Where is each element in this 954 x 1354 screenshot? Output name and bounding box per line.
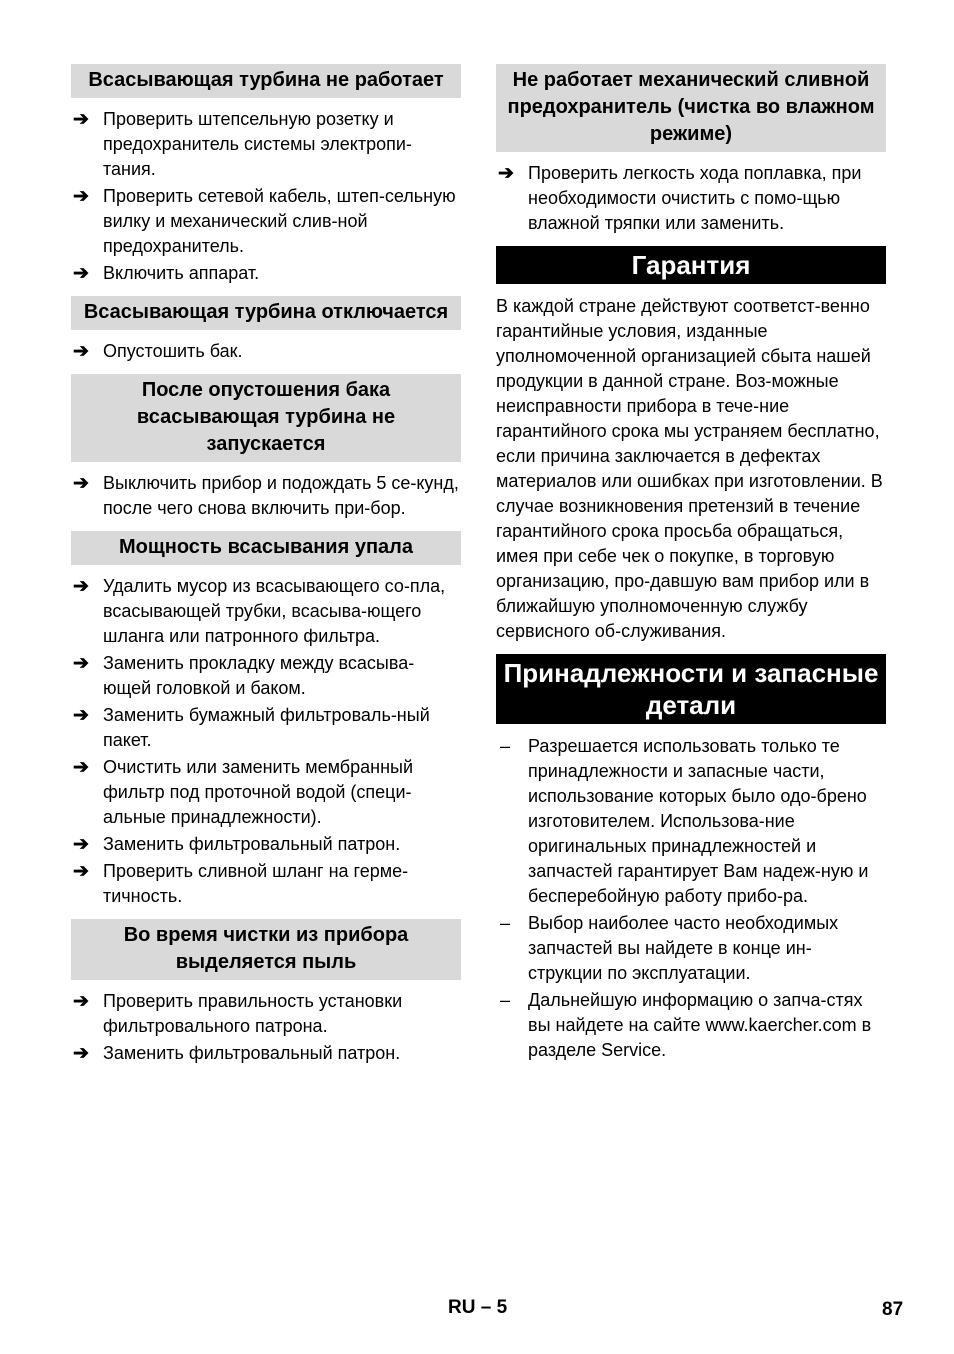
list-item: ➔ Удалить мусор из всасывающего со-пла, всасывающей трубки, всасыва-ющего шланга или патронного фильтра. <box>73 576 446 646</box>
instruction-list <box>71 471 461 521</box>
instruction-list <box>71 989 461 1066</box>
warranty-heading: Гарантия <box>496 246 886 284</box>
arrow-right-icon: ➔ <box>73 109 89 130</box>
section-turbine-not-starting <box>71 374 461 521</box>
dash-bullet-icon: – <box>500 913 511 933</box>
instruction-list <box>496 161 886 236</box>
section-heading: Не работает механический сливной предохранитель (чистка во влажном режиме) <box>496 64 886 152</box>
arrow-right-icon: ➔ <box>73 834 89 855</box>
arrow-right-icon: ➔ <box>73 757 89 778</box>
dash-bullet-icon: – <box>500 736 511 756</box>
instruction-list <box>71 107 461 286</box>
arrow-right-icon: ➔ <box>73 991 89 1012</box>
section-heading: После опустошения бака всасывающая турбина не запускается <box>71 374 461 462</box>
section-heading: Всасывающая турбина отключается <box>71 296 461 330</box>
instruction-list <box>71 339 461 364</box>
dash-bullet-icon: – <box>500 990 511 1010</box>
accessories-list <box>496 734 886 1063</box>
list-item: ➔ Проверить сетевой кабель, штеп-сельную вилку и механический слив-ной предохранитель. <box>73 186 456 256</box>
arrow-right-icon: ➔ <box>73 341 89 362</box>
section-turbine-not-working <box>71 64 461 286</box>
arrow-right-icon: ➔ <box>73 1043 89 1064</box>
arrow-right-icon: ➔ <box>73 861 89 882</box>
arrow-right-icon: ➔ <box>73 263 89 284</box>
footer-language-page: RU – 5 <box>448 1297 508 1318</box>
right-column <box>496 64 886 1065</box>
list-item: – Дальнейшую информацию о запча-стях вы найдете на сайте www.kaercher.com в разделе Service. <box>500 990 872 1060</box>
arrow-right-icon: ➔ <box>73 576 89 597</box>
list-item: – Разрешается использовать только те принадлежности и запасные части, использование которых было одо-брено изготовителем. Использова-ние оригинальных принадлежностей и запчастей гарантирует Вам надеж-ную и бесперебойную работу прибо-ра. <box>500 736 869 906</box>
list-item: ➔ Заменить прокладку между всасыва-ющей головкой и баком. <box>73 653 415 698</box>
section-drain-fuse <box>496 64 886 236</box>
list-item: ➔ Проверить правильность установки фильтровального патрона. <box>73 991 403 1036</box>
list-item: ➔ Проверить штепсельную розетку и предохранитель системы электропи-тания. <box>73 109 412 179</box>
section-suction-power-dropped <box>71 531 461 909</box>
list-item: ➔ Проверить сливной шланг на герме-тичность. <box>73 861 409 906</box>
list-item: ➔ Опустошить бак. <box>73 341 243 362</box>
left-column <box>71 64 461 1068</box>
list-item: – Выбор наиболее часто необходимых запчастей вы найдете в конце ин-струкции по эксплуатации. <box>500 913 839 983</box>
list-item: ➔ Проверить легкость хода поплавка, при необходимости очистить с помо-щью влажной тряпки или заменить. <box>498 163 862 233</box>
list-item: ➔ Заменить фильтровальный патрон. <box>73 834 401 855</box>
section-heading: Всасывающая турбина не работает <box>71 64 461 98</box>
footer-page-number: 87 <box>882 1299 904 1320</box>
warranty-section <box>496 246 886 644</box>
section-turbine-turns-off <box>71 296 461 364</box>
section-heading: Во время чистки из прибора выделяется пыль <box>71 919 461 980</box>
warranty-text: В каждой стране действуют соответст-венно гарантийные условия, изданные уполномоченной организацией сбыта нашей продукции в данной стране. Воз-можные неисправности прибора в тече-ние гарантийного срока мы устраняем бесплатно, если причина заключается в дефектах материалов или ошибках при изготовлении. В случае возникновения претензий в течение гарантийного срока просьба обращаться, имея при себе чек о покупке, в торговую организацию, про-давшую вам прибор или в ближайшую уполномоченную службу сервисного об-служивания. <box>496 296 883 641</box>
arrow-right-icon: ➔ <box>73 186 89 207</box>
instruction-list <box>71 574 461 909</box>
list-item: ➔ Включить аппарат. <box>73 263 260 284</box>
section-dust-during-cleaning <box>71 919 461 1066</box>
accessories-heading: Принадлежности и запасные детали <box>496 654 886 724</box>
arrow-right-icon: ➔ <box>73 705 89 726</box>
arrow-right-icon: ➔ <box>73 653 89 674</box>
list-item: ➔ Очистить или заменить мембранный фильтр под проточной водой (специ-альные принадлежности). <box>73 757 413 827</box>
list-item: ➔ Выключить прибор и подождать 5 се-кунд, после чего снова включить при-бор. <box>73 473 459 518</box>
accessories-section <box>496 654 886 1063</box>
section-heading: Мощность всасывания упала <box>71 531 461 565</box>
arrow-right-icon: ➔ <box>498 163 514 184</box>
list-item: ➔ Заменить бумажный фильтроваль-ный пакет. <box>73 705 430 750</box>
arrow-right-icon: ➔ <box>73 473 89 494</box>
list-item: ➔ Заменить фильтровальный патрон. <box>73 1043 401 1064</box>
